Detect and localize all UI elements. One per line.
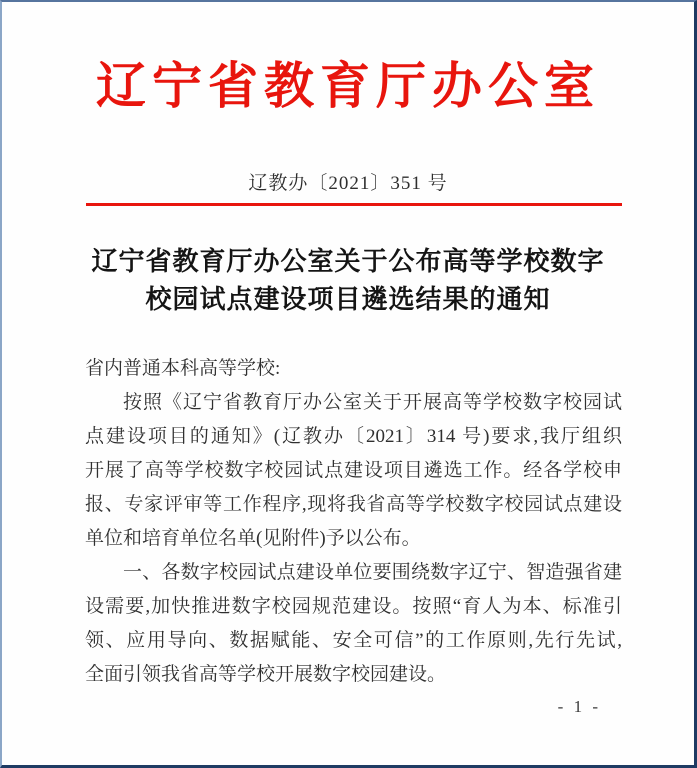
body-line: 报、专家评审等工作程序,现将我省高等学校数字校园试点建设	[85, 494, 622, 515]
doc-title-line-1: 辽宁省教育厅办公室关于公布高等学校数字	[91, 247, 605, 276]
body-line: 一、各数字校园试点建设单位要围绕数字辽宁、智造强省建	[123, 562, 622, 583]
body-line: 设需要,加快推进数字校园规范建设。按照“育人为本、标准引	[85, 596, 622, 617]
document-page	[2, 2, 694, 765]
body-line: 领、应用导向、数据赋能、安全可信”的工作原则,先行先试,	[85, 630, 622, 651]
body-text	[85, 352, 622, 692]
doc-number: 辽教办〔2021〕351 号	[248, 173, 448, 194]
body-line: 开展了高等学校数字校园试点建设项目遴选工作。经各学校申	[85, 460, 622, 481]
page-number: - 1 -	[557, 697, 601, 716]
body-line: 单位和培育单位名单(见附件)予以公布。	[85, 528, 421, 549]
body-line: 全面引领我省高等学校开展数字校园建设。	[85, 664, 447, 685]
red-separator-line	[86, 203, 622, 206]
body-line: 点建设项目的通知》(辽教办〔2021〕314 号)要求,我厅组织	[85, 426, 622, 447]
doc-title	[2, 243, 694, 319]
letterhead-agency-name: 辽宁省教育厅办公室	[96, 58, 600, 114]
body-salutation: 省内普通本科高等学校:	[85, 358, 281, 379]
body-line: 按照《辽宁省教育厅办公室关于开展高等学校数字校园试	[123, 392, 622, 413]
doc-title-line-2: 校园试点建设项目遴选结果的通知	[145, 285, 551, 314]
